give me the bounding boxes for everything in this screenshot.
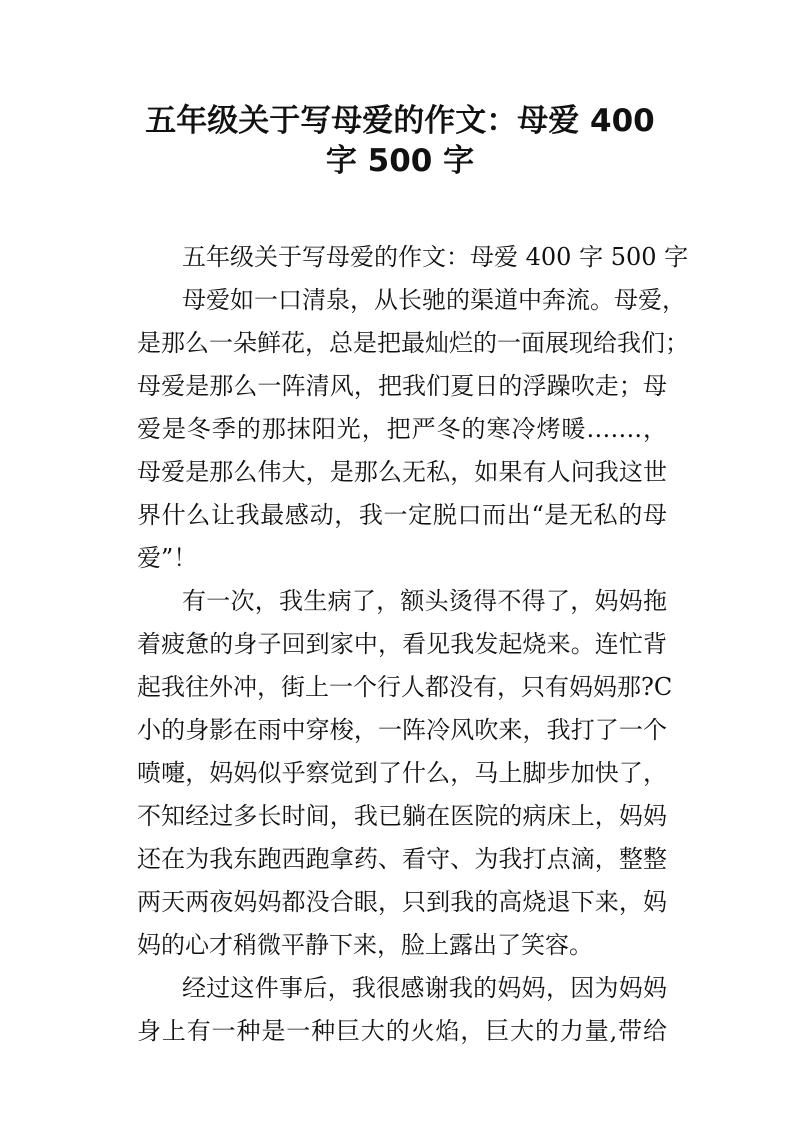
text-line: 五年级关于写母爱的作文：母爱 400 字 500 字 xyxy=(182,243,689,271)
text-line: 小的身影在雨中穿梭，一阵冷风吹来，我打了一个 xyxy=(137,716,667,744)
text-line: 妈的心才稍微平静下来，脸上露出了笑容。 xyxy=(137,931,593,959)
text-line: 着疲惫的身子回到家中，看见我发起烧来。连忙背 xyxy=(137,630,667,658)
text-line: 母爱是那么一阵清风，把我们夏日的浮躁吹走；母 xyxy=(137,372,667,400)
text-line: 不知经过多长时间，我已躺在医院的病床上，妈妈 xyxy=(137,802,667,830)
text-line: 经过这件事后，我很感谢我的妈妈，因为妈妈 xyxy=(182,974,667,1002)
text-line: 母爱是那么伟大，是那么无私，如果有人问我这世 xyxy=(137,458,667,486)
text-line: 母爱如一口清泉，从长驰的渠道中奔流。母爱， xyxy=(182,286,686,314)
text-line: 身上有一种是一种巨大的火焰，巨大的力量,带给 xyxy=(137,1017,667,1045)
text-line: 是那么一朵鲜花，总是把最灿烂的一面展现给我们； xyxy=(137,329,689,357)
text-line: 爱是冬季的那抹阳光，把严冬的寒冷烤暖…….， xyxy=(137,415,667,443)
text-line: 还在为我东跑西跑拿药、看守、为我打点滴，整整 xyxy=(137,845,667,873)
text-line: 喷嚏，妈妈似乎察觉到了什么，马上脚步加快了， xyxy=(137,759,667,787)
document-title-line-2: 字 500 字 xyxy=(325,143,475,179)
text-line: 有一次，我生病了，额头烫得不得了，妈妈拖 xyxy=(182,587,667,615)
document-title-line-1: 五年级关于写母爱的作文：母爱 400 xyxy=(145,103,655,139)
text-line: 起我往外冲，街上一个行人都没有，只有妈妈那?C xyxy=(137,673,673,701)
text-line: 界什么让我最感动，我一定脱口而出“是无私的母 xyxy=(137,501,667,529)
text-line: 爱”！ xyxy=(137,544,198,572)
text-line: 两天两夜妈妈都没合眼，只到我的高烧退下来，妈 xyxy=(137,888,667,916)
